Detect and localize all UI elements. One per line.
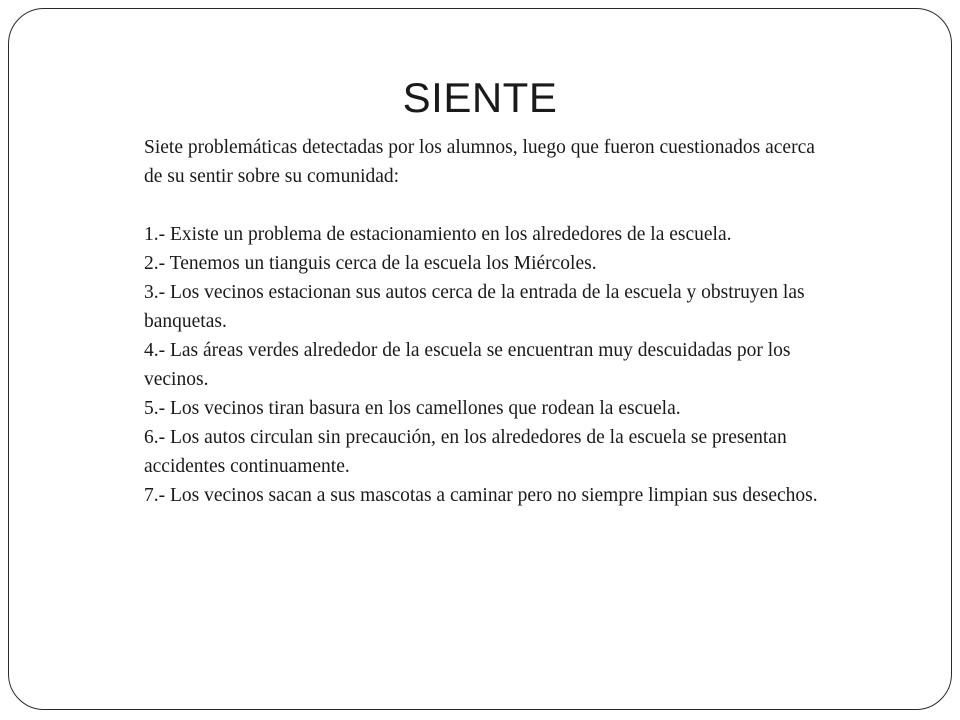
slide-title: SIENTE [402, 74, 558, 121]
problem-item-3: 3.- Los vecinos estacionan sus autos cerca de la entrada de la escuela y obstruyen las banquetas. [144, 282, 805, 332]
intro-paragraph: Siete problemáticas detectadas por los alumnos, luego que fueron cuestionados acerca de su sentir sobre su comunidad: [144, 137, 815, 187]
problem-item-6: 6.- Los autos circulan sin precaución, en los alrededores de la escuela se presentan accidentes continuamente. [144, 427, 787, 477]
problem-item-1: 1.- Existe un problema de estacionamiento en los alrededores de la escuela. [144, 224, 732, 245]
problem-item-2: 2.- Tenemos un tianguis cerca de la escuela los Miércoles. [144, 253, 597, 274]
problem-item-5: 5.- Los vecinos tiran basura en los camellones que rodean la escuela. [144, 398, 681, 419]
problem-item-4: 4.- Las áreas verdes alrededor de la escuela se encuentran muy descuidadas por los vecinos. [144, 340, 791, 390]
slide-body [144, 133, 834, 510]
problem-item-7: 7.- Los vecinos sacan a sus mascotas a caminar pero no siempre limpian sus desechos. [144, 485, 818, 506]
